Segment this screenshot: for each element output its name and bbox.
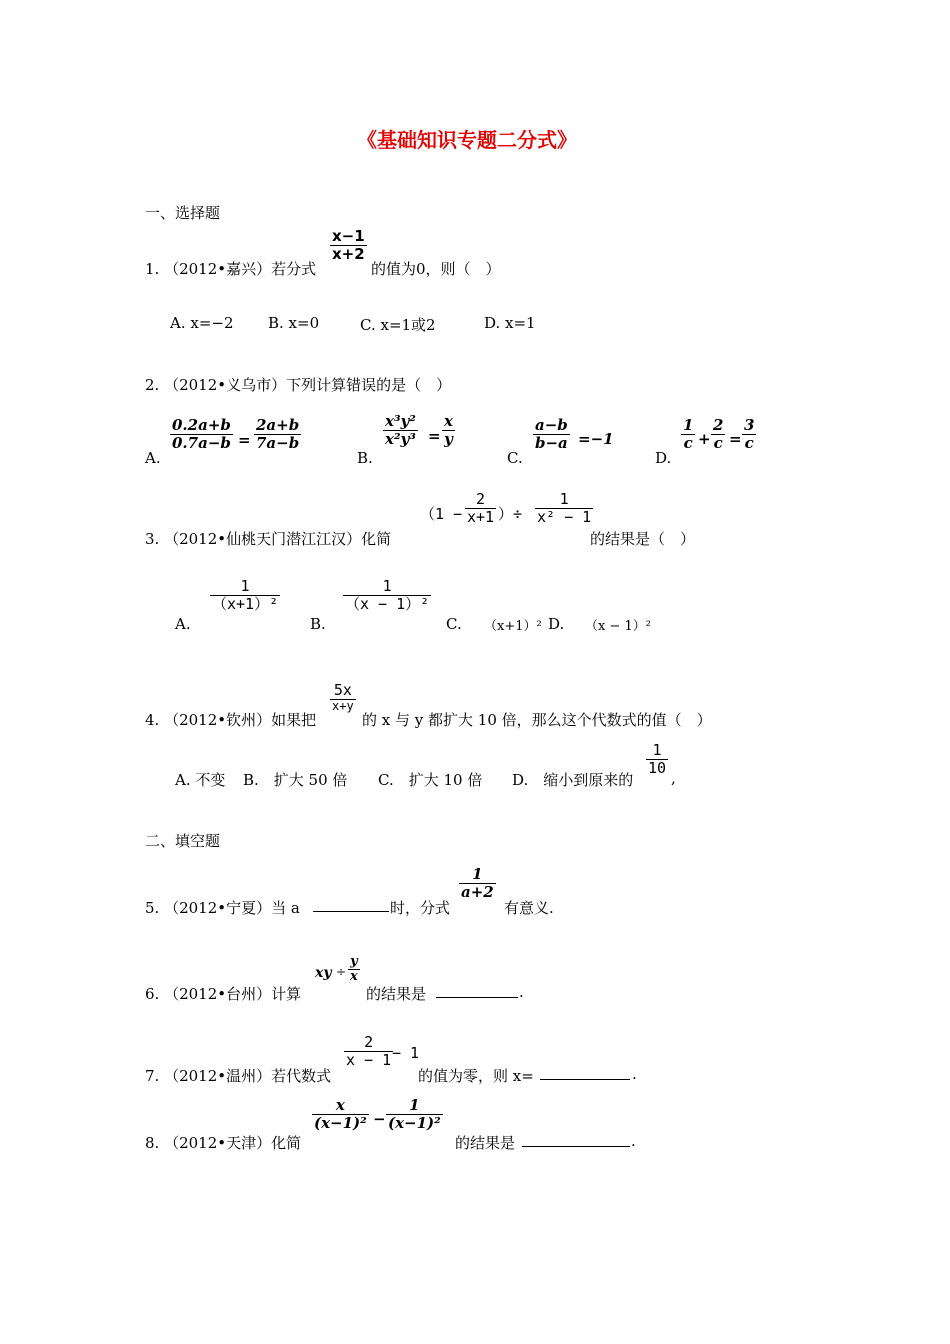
- q6-xy: xy: [315, 965, 332, 981]
- q2-b-den-right: y: [444, 429, 453, 448]
- page-title: 《基础知识专题二分式》: [357, 128, 577, 152]
- q2-b-equals: =: [428, 427, 441, 445]
- q4-stem-a: 4. （2012•钦州）如果把: [145, 711, 317, 729]
- q8-minus: −: [373, 1110, 386, 1128]
- q2-d-frac-2: [711, 417, 725, 451]
- q5-numerator: 1: [472, 865, 483, 883]
- q7-tail: .: [632, 1065, 637, 1083]
- q2-a-num-right: 2a+b: [256, 416, 300, 434]
- q2-a-den-left: 0.7a−b: [172, 433, 231, 452]
- q3-label-c: C.: [446, 615, 462, 633]
- q7-denominator: x − 1: [346, 1050, 392, 1069]
- q2-a-den-right: 7a−b: [256, 433, 300, 452]
- q2-a-num-left: 0.2a+b: [172, 416, 231, 434]
- q3-expr-b: ）÷: [498, 505, 523, 523]
- q1-option-b: B. x=0: [268, 314, 320, 332]
- q3-den-2: x² − 1: [537, 507, 592, 526]
- q3-stem-b: 的结果是（ ）: [590, 530, 696, 548]
- q1-denominator: x+2: [332, 244, 365, 263]
- q3-a-num: 1: [240, 577, 250, 595]
- q8-stem-a: 8. （2012•天津）化简: [145, 1134, 302, 1152]
- q4-fraction: [330, 682, 356, 713]
- q2-d-den-1: c: [683, 433, 693, 452]
- q2-c-den: b−a: [535, 433, 568, 452]
- section-heading-fill: 二、填空题: [145, 832, 221, 850]
- q2-c-num: a−b: [535, 416, 568, 434]
- q4-d-den: 10: [648, 758, 667, 777]
- q3-b-num: 1: [382, 577, 392, 595]
- q2-b-frac-left: [383, 413, 418, 447]
- q8-fraction-2: [386, 1097, 443, 1131]
- q2-label-c: C.: [507, 449, 523, 467]
- q8-den-2: (x−1)²: [388, 1113, 441, 1132]
- q3-frac-2: [535, 491, 593, 525]
- q1-option-a: A. x=−2: [170, 314, 234, 332]
- q7-answer-blank[interactable]: [540, 1065, 630, 1080]
- q1-option-c: C. x=1或2: [360, 316, 436, 334]
- q2-d-num-1: 1: [683, 416, 694, 434]
- q8-den-1: (x−1)²: [314, 1113, 367, 1132]
- q7-minus-one: − 1: [392, 1044, 420, 1062]
- q7-stem-a: 7. （2012•温州）若代数式: [145, 1067, 332, 1085]
- q3-label-b: B.: [310, 615, 326, 633]
- q2-d-plus: +: [698, 430, 711, 448]
- q2-d-num-2: 2: [713, 416, 724, 434]
- q7-stem-b: 的值为零，则 x=: [418, 1067, 534, 1085]
- q2-b-den-left: x²y³: [385, 429, 416, 448]
- q3-b-den: （x − 1）²: [345, 594, 430, 613]
- q8-stem-b: 的结果是: [455, 1134, 516, 1152]
- q4-option-b: B. 扩大 50 倍: [243, 771, 348, 789]
- q3-label-a: A.: [175, 615, 191, 633]
- q3-option-c: （x+1）²: [484, 619, 542, 634]
- q2-a-frac-right: [254, 417, 301, 451]
- q5-denominator: a+2: [461, 882, 494, 901]
- q2-d-equals: =: [729, 430, 742, 448]
- q2-d-frac-1: [681, 417, 695, 451]
- q6-denominator: x: [350, 969, 358, 985]
- q2-c-rhs: =−1: [578, 430, 614, 448]
- q5-stem-a: 5. （2012•宁夏）当 a: [145, 899, 300, 917]
- q4-d-fraction: [646, 742, 668, 776]
- q3-option-d: （x − 1）²: [585, 619, 651, 634]
- q2-b-num-right: x: [444, 412, 453, 430]
- q4-option-a: A. 不变: [175, 771, 226, 789]
- q2-label-d: D.: [655, 449, 672, 467]
- q1-stem-b: 的值为0，则（ ）: [371, 260, 501, 278]
- q5-stem-c: 有意义.: [504, 899, 554, 917]
- q3-num-2: 1: [559, 490, 569, 508]
- q5-answer-blank[interactable]: [313, 897, 389, 912]
- q4-numerator: 5x: [333, 681, 352, 699]
- section-heading-choice: 一、选择题: [145, 204, 221, 222]
- q3-stem-a: 3. （2012•仙桃天门潜江江汉）化简: [145, 530, 392, 548]
- q5-fraction: [459, 866, 496, 900]
- q3-b-frac: [343, 578, 431, 612]
- q2-c-frac: [533, 417, 570, 451]
- q4-stem-b: 的 x 与 y 都扩大 10 倍，那么这个代数式的值（ ）: [362, 711, 712, 729]
- q4-denominator: x+y: [332, 698, 354, 713]
- q1-numerator: x−1: [332, 227, 365, 245]
- q1-fraction: [330, 228, 367, 262]
- q8-answer-blank[interactable]: [522, 1132, 630, 1147]
- q6-numerator: y: [350, 954, 358, 969]
- q2-a-equals: =: [238, 431, 251, 449]
- q7-fraction: [344, 1034, 393, 1068]
- q2-label-b: B.: [357, 449, 373, 467]
- q3-num-1: 2: [476, 490, 486, 508]
- q3-label-d: D.: [548, 615, 565, 633]
- q6-tail: .: [519, 983, 524, 1001]
- q3-den-1: x+1: [467, 507, 495, 526]
- q4-option-d: D. 缩小到原来的: [512, 771, 634, 789]
- q2-d-num-3: 3: [744, 416, 755, 434]
- q7-numerator: 2: [364, 1033, 374, 1051]
- q6-answer-blank[interactable]: [436, 983, 518, 998]
- q1-option-d: D. x=1: [484, 314, 536, 332]
- q2-a-frac-left: [170, 417, 233, 451]
- q2-stem: 2. （2012•义乌市）下列计算错误的是（ ）: [145, 376, 452, 394]
- q8-tail: .: [631, 1132, 636, 1150]
- q6-stem-a: 6. （2012•台州）计算: [145, 985, 302, 1003]
- q8-num-1: x: [335, 1096, 345, 1114]
- q6-fraction: [348, 955, 360, 985]
- q6-divide: ÷: [336, 965, 347, 979]
- q2-d-den-3: c: [744, 433, 754, 452]
- q4-option-c: C. 扩大 10 倍: [378, 771, 483, 789]
- q2-b-frac-right: [442, 413, 455, 447]
- q2-d-frac-3: [742, 417, 756, 451]
- q3-a-frac: [210, 578, 280, 612]
- q8-fraction-1: [312, 1097, 369, 1131]
- q3-frac-1: [465, 491, 496, 525]
- q2-label-a: A.: [145, 449, 161, 467]
- q3-a-den: （x+1）²: [212, 594, 279, 613]
- q1-stem-a: 1. （2012•嘉兴）若分式: [145, 260, 317, 278]
- q2-d-den-2: c: [713, 433, 723, 452]
- q8-num-2: 1: [409, 1096, 420, 1114]
- q3-expr-a: （1 −: [420, 505, 463, 523]
- q4-d-num: 1: [652, 741, 662, 759]
- q5-stem-b: 时，分式: [390, 899, 451, 917]
- q6-stem-b: 的结果是: [366, 985, 427, 1003]
- q4-d-tail: ,: [671, 769, 676, 787]
- q2-b-num-left: x³y²: [385, 412, 416, 430]
